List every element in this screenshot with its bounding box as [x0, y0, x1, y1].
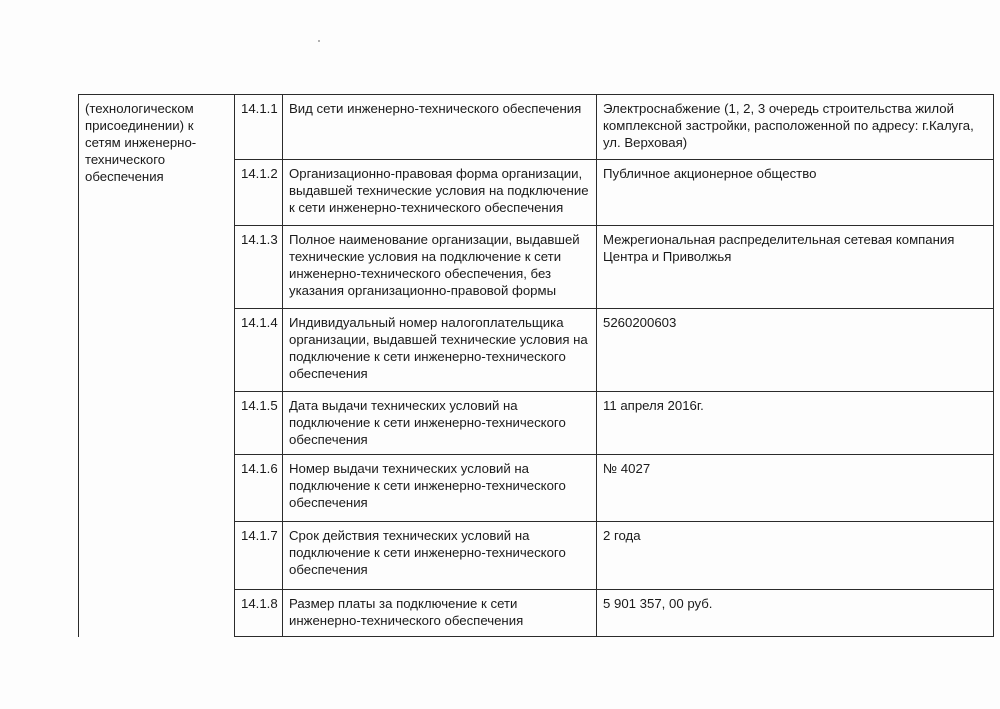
row-number: 14.1.8	[235, 590, 283, 637]
row-label: Срок действия технических условий на подключение к сети инженерно-технического обеспечения	[283, 522, 597, 590]
row-number: 14.1.3	[235, 226, 283, 309]
row-label: Индивидуальный номер налогоплательщика организации, выдавшей технические условия на подключение к сети инженерно-технического обеспечения	[283, 309, 597, 392]
row-label: Полное наименование организации, выдавшей технические условия на подключение к сети инженерно-технического обеспечения, без указания организационно-правовой формы	[283, 226, 597, 309]
row-value: Межрегиональная распределительная сетевая компания Центра и Приволжья	[597, 226, 994, 309]
row-label: Вид сети инженерно-технического обеспечения	[283, 95, 597, 160]
technical-conditions-table	[78, 94, 994, 637]
row-number: 14.1.4	[235, 309, 283, 392]
row-number: 14.1.7	[235, 522, 283, 590]
section-label-cell	[79, 95, 235, 637]
row-label: Дата выдачи технических условий на подключение к сети инженерно-технического обеспечения	[283, 392, 597, 455]
row-value: 5 901 357, 00 руб.	[597, 590, 994, 637]
row-value: 5260200603	[597, 309, 994, 392]
section-label: (технологическом присоединении) к сетям инженерно-технического обеспечения	[85, 101, 197, 184]
row-number: 14.1.2	[235, 160, 283, 226]
scan-speck	[318, 40, 320, 42]
row-value: 11 апреля 2016г.	[597, 392, 994, 455]
row-number: 14.1.6	[235, 455, 283, 522]
row-number: 14.1.5	[235, 392, 283, 455]
row-value: Электроснабжение (1, 2, 3 очередь строительства жилой комплексной застройки, расположенной по адресу: г.Калуга, ул. Верховая)	[597, 95, 994, 160]
row-value: 2 года	[597, 522, 994, 590]
table-row	[79, 95, 994, 160]
row-value: № 4027	[597, 455, 994, 522]
row-value: Публичное акционерное общество	[597, 160, 994, 226]
row-label: Организационно-правовая форма организации, выдавшей технические условия на подключение к сети инженерно-технического обеспечения	[283, 160, 597, 226]
row-number: 14.1.1	[235, 95, 283, 160]
row-label: Номер выдачи технических условий на подключение к сети инженерно-технического обеспечения	[283, 455, 597, 522]
row-label: Размер платы за подключение к сети инженерно-технического обеспечения	[283, 590, 597, 637]
